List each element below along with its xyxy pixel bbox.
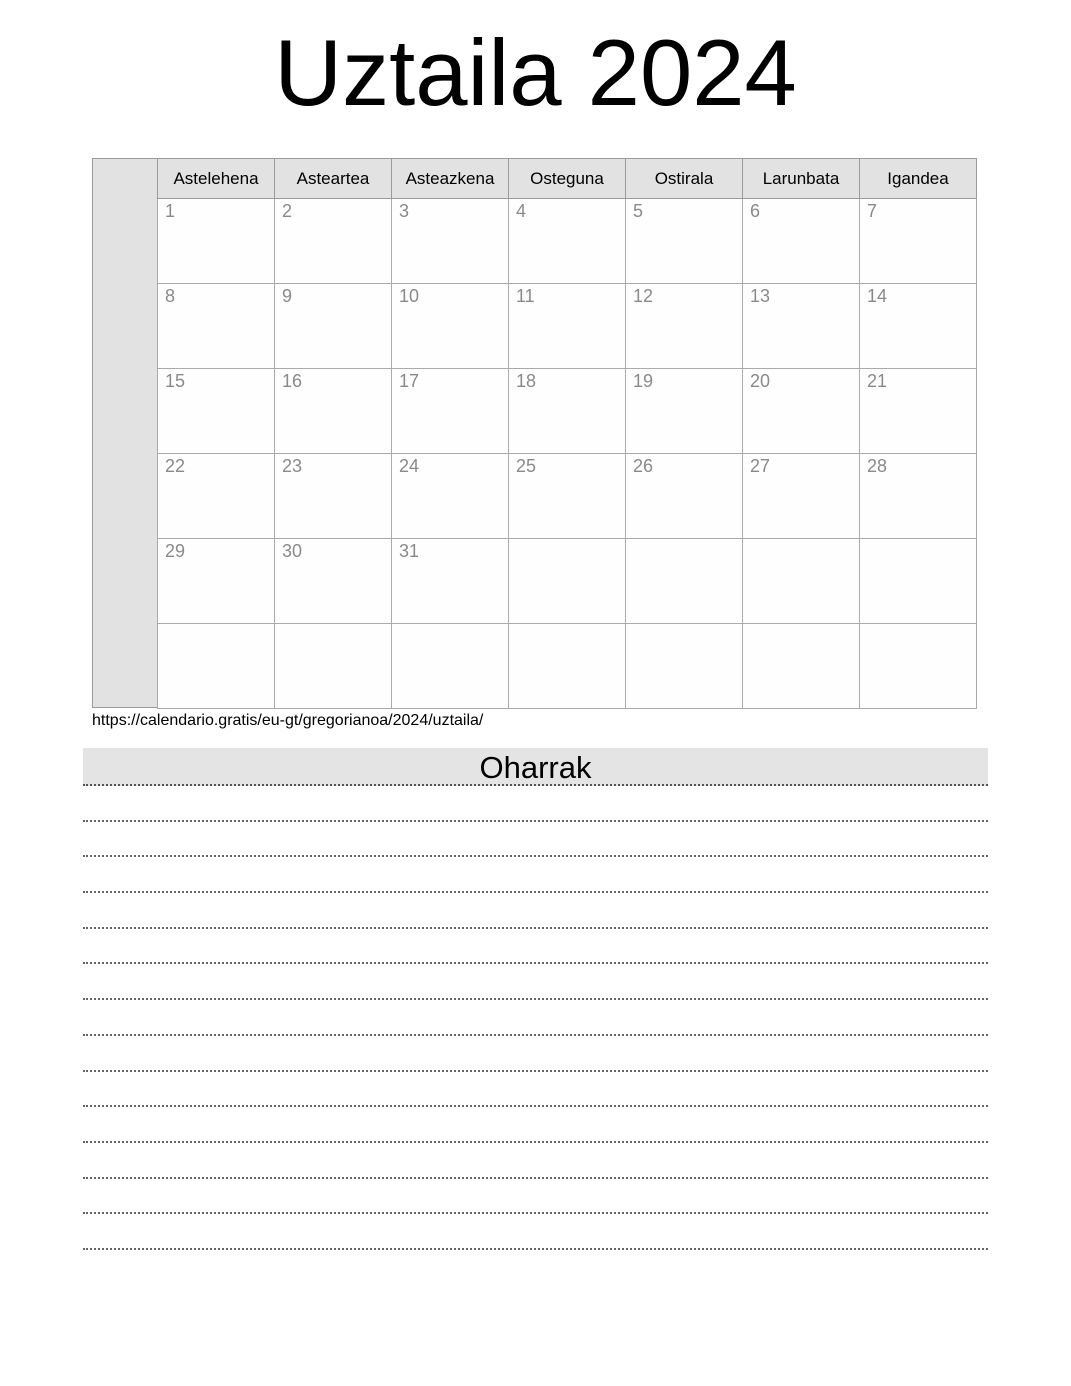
note-line (83, 929, 988, 965)
calendar-day-cell: 23 (275, 454, 392, 539)
calendar-day-cell: 30 (275, 539, 392, 624)
calendar-day-cell: 7 (860, 199, 977, 284)
weekday-header-tuesday: Asteartea (275, 159, 392, 199)
note-line (83, 1000, 988, 1036)
weekday-header-sunday: Igandea (860, 159, 977, 199)
calendar-day-cell: 5 (626, 199, 743, 284)
calendar-day-cell: 24 (392, 454, 509, 539)
note-line (83, 857, 988, 893)
calendar-day-cell: 2 (275, 199, 392, 284)
calendar-empty-cell (392, 624, 509, 709)
note-line (83, 1036, 988, 1072)
note-line (83, 822, 988, 858)
calendar-day-cell: 12 (626, 284, 743, 369)
calendar-empty-cell (509, 539, 626, 624)
weekday-header-row (158, 159, 977, 199)
calendar-week-row (158, 454, 977, 539)
calendar-empty-cell (860, 539, 977, 624)
weekday-header-friday: Ostirala (626, 159, 743, 199)
calendar-empty-cell (860, 624, 977, 709)
week-number-column (92, 158, 158, 708)
calendar-week-row (158, 199, 977, 284)
page-title: Uztaila 2024 (274, 20, 797, 125)
calendar-body (158, 199, 977, 709)
note-line (83, 964, 988, 1000)
calendar-empty-cell (158, 624, 275, 709)
note-line (83, 786, 988, 822)
calendar-day-cell: 3 (392, 199, 509, 284)
note-line (83, 1072, 988, 1108)
calendar-day-cell: 13 (743, 284, 860, 369)
calendar-day-cell: 29 (158, 539, 275, 624)
note-line (83, 1214, 988, 1250)
calendar-day-cell: 28 (860, 454, 977, 539)
calendar-empty-cell (509, 624, 626, 709)
calendar-empty-cell (275, 624, 392, 709)
calendar-day-cell: 10 (392, 284, 509, 369)
weekday-header-thursday: Osteguna (509, 159, 626, 199)
calendar-day-cell: 27 (743, 454, 860, 539)
calendar-day-cell: 19 (626, 369, 743, 454)
calendar-week-row (158, 369, 977, 454)
calendar-empty-cell (626, 539, 743, 624)
calendar-day-cell: 9 (275, 284, 392, 369)
calendar-day-cell: 6 (743, 199, 860, 284)
calendar-day-cell: 17 (392, 369, 509, 454)
calendar-day-cell: 4 (509, 199, 626, 284)
note-line (83, 1107, 988, 1143)
calendar-day-cell: 16 (275, 369, 392, 454)
calendar-day-cell: 14 (860, 284, 977, 369)
note-line (83, 1143, 988, 1179)
note-line (83, 1179, 988, 1215)
source-url: https://calendario.gratis/eu-gt/gregorianoa/2024/uztaila/ (92, 712, 484, 729)
calendar-day-cell: 22 (158, 454, 275, 539)
calendar-day-cell: 31 (392, 539, 509, 624)
calendar-day-cell: 26 (626, 454, 743, 539)
weekday-header-wednesday: Asteazkena (392, 159, 509, 199)
weekday-header-monday: Astelehena (158, 159, 275, 199)
calendar-week-row (158, 624, 977, 709)
calendar-day-cell: 20 (743, 369, 860, 454)
calendar-week-row (158, 539, 977, 624)
notes-section (83, 748, 988, 1250)
notes-lines (83, 786, 988, 1250)
calendar-day-cell: 21 (860, 369, 977, 454)
notes-title: Oharrak (83, 748, 988, 786)
weekday-header-saturday: Larunbata (743, 159, 860, 199)
calendar-empty-cell (743, 539, 860, 624)
calendar-empty-cell (626, 624, 743, 709)
note-line (83, 893, 988, 929)
calendar-day-cell: 8 (158, 284, 275, 369)
calendar-empty-cell (743, 624, 860, 709)
calendar-day-cell: 25 (509, 454, 626, 539)
calendar-day-cell: 18 (509, 369, 626, 454)
calendar-week-row (158, 284, 977, 369)
calendar-table (157, 158, 977, 709)
calendar-day-cell: 1 (158, 199, 275, 284)
calendar-day-cell: 11 (509, 284, 626, 369)
calendar-day-cell: 15 (158, 369, 275, 454)
